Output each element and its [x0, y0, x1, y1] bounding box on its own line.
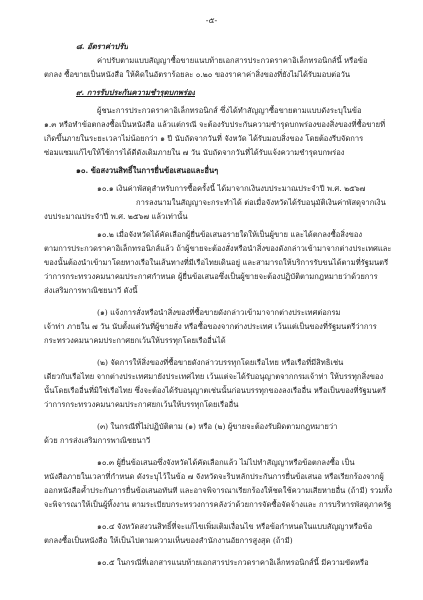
paragraph-line: ของนั้นต้องนำเข้ามาโดยทางเรือในเส้นทางที่มีเรือไทยเดินอยู่ และสามารถให้บริการรับขนได้ตามที่รัฐมนตรี: [44, 258, 389, 267]
paragraph-line: จะพิจารณาให้เป็นผู้ทิ้งงาน ตามระเบียบกระทรวงการคลังว่าด้วยการจัดซื้อจัดจ้างและ การบริหารพัสดุภาครัฐ: [44, 500, 392, 509]
section-heading-penalty: ๘. อัตราค่าปรับ: [76, 42, 129, 51]
paragraph-line: ว่าการกระทรวงคมนาคมประกาศยกเว้นให้บรรทุกโดยเรืออื่น: [44, 400, 239, 409]
paragraph-line: (๓) ในกรณีที่ไม่ปฏิบัติตาม (๑) หรือ (๒) ผู้ขายจะต้องรับผิดตามกฎหมายว่า: [97, 422, 338, 431]
paragraph-line: ๑๐.๓ ผู้ยื่นข้อเสนอซึ่งจังหวัดได้คัดเลือกแล้ว ไม่ไปทำสัญญาหรือข้อตกลงซื้อ เป็น: [97, 458, 355, 467]
paragraph-line: งบประมาณประจำปี พ.ศ. ๒๕๖๗ แล้วเท่านั้น: [44, 212, 188, 221]
paragraph-line: ตกลงซื้อเป็นหนังสือ ให้เป็นไปตามความเห็นของสำนักงานอัยการสูงสุด (ถ้ามี): [44, 536, 293, 545]
paragraph-line: ๑.๓ หรือทำข้อตกลงซื้อเป็นหนังสือ แล้วแต่กรณี จะต้องรับประกันความชำรุดบกพร่องของสิ่งของที่ซื้อขายที่: [44, 120, 386, 129]
paragraph-line: นั้นโดยเรืออื่นที่มิใช่เรือไทย ซึ่งจะต้องได้รับอนุญาตเช่นนั้นก่อนบรรทุกของลงเรืออื่น หรือเป็นของที่รัฐมนตรี: [44, 386, 386, 395]
paragraph-line: ซ่อมแซมแก้ไขให้ใช้การได้ดีดังเดิมภายใน ๗ วัน นับถัดจากวันที่ได้รับแจ้งความชำรุดบกพร่อง: [44, 148, 345, 157]
paragraph-line: เกิดขึ้นภายในระยะเวลาไม่น้อยกว่า ๑ ปี นับถัดจากวันที่ จังหวัด ได้รับมอบสิ่งของ โดยต้องรีบจัดการ: [44, 134, 364, 143]
section-heading-reservation-of-rights: ๑๐. ข้อสงวนสิทธิ์ในการยื่นข้อเสนอและอื่นๆ: [76, 166, 219, 175]
paragraph-line: ตามการประกวดราคาอิเล็กทรอนิกส์แล้ว ถ้าผู้ขายจะต้องสั่งหรือนำสิ่งของดังกล่าวเข้ามาจากต่างประเทศและ: [44, 244, 392, 253]
paragraph-line: ด้วย การส่งเสริมการพาณิชยนาวี: [44, 436, 151, 445]
paragraph-line: ผู้ชนะการประกวดราคาอิเล็กทรอนิกส์ ซึ่งได้ทำสัญญาซื้อขายตามแบบดังระบุในข้อ: [97, 106, 362, 115]
paragraph-line: ๑๐.๔ จังหวัดสงวนสิทธิ์ที่จะแก้ไขเพิ่มเติมเงื่อนไข หรือข้อกำหนดในแบบสัญญาหรือข้อ: [97, 522, 373, 531]
section-heading-warranty: ๙. การรับประกันความชำรุดบกพร่อง: [76, 88, 196, 97]
paragraph-line: ตกลง ซื้อขายเป็นหนังสือ ให้คิดในอัตราร้อยละ ๐.๒๐ ของราคาค่าสิ่งของที่ยังไม่ได้รับมอบต่อวัน: [44, 70, 351, 79]
paragraph-line: ว่าการกระทรวงคมนาคมประกาศกำหนด ผู้ยื่นข้อเสนอซึ่งเป็นผู้ขายจะต้องปฏิบัติตามกฎหมายว่าด้วยการ: [44, 272, 378, 281]
paragraph-line: (๑) แจ้งการสั่งหรือนำสิ่งของที่ซื้อขายดังกล่าวเข้ามาจากต่างประเทศต่อกรม: [97, 308, 341, 317]
paragraph-line: หนังสือภายในเวลาที่กำหนด ดังระบุไว้ในข้อ ๗ จังหวัดจะริบหลักประกันการยื่นข้อเสนอ หรือเรียกร้องจากผู้: [44, 472, 384, 481]
paragraph-line: เจ้าท่า ภายใน ๗ วัน นับตั้งแต่วันที่ผู้ขายสั่ง หรือซื้อของจากต่างประเทศ เว้นแต่เป็นของที่รัฐมนตรีว่าการ: [44, 322, 377, 331]
paragraph-line: ค่าปรับตามแบบสัญญาซื้อขายแนบท้ายเอกสารประกวดราคาอิเล็กทรอนิกส์นี้ หรือข้อ: [97, 56, 368, 65]
paragraph-line: การลงนามในสัญญาจะกระทำได้ ต่อเมื่อจังหวัดได้รับอนุมัติเงินค่าพัสดุจากเงิน: [136, 198, 386, 207]
paragraph-line: ออกหนังสือค้ำประกันการยื่นข้อเสนอทันที และอาจพิจารณาเรียกร้องให้ชดใช้ความเสียหายอื่น (ถ้ามี) รวมทั้ง: [44, 486, 393, 495]
paragraph-line: ส่งเสริมการพาณิชยนาวี ดังนี้: [44, 286, 138, 295]
paragraph-line: กระทรวงคมนาคมประกาศยกเว้นให้บรรทุกโดยเรืออื่นได้: [44, 336, 226, 345]
paragraph-line: ๑๐.๕ ในกรณีที่เอกสารแนบท้ายเอกสารประกวดราคาอิเล็กทรอนิกส์นี้ มีความขัดหรือ: [97, 558, 369, 567]
paragraph-line: (๒) จัดการให้สิ่งของที่ซื้อขายดังกล่าวบรรทุกโดยเรือไทย หรือเรือที่มีสิทธิเช่น: [97, 358, 344, 367]
paragraph-line: เดียวกับเรือไทย จากต่างประเทศมายังประเทศไทย เว้นแต่จะได้รับอนุญาตจากกรมเจ้าท่า ให้บรรทุกสิ่งของ: [44, 372, 384, 381]
page-number: -๕-: [205, 16, 218, 25]
paragraph-line: ๑๐.๑ เงินค่าพัสดุสำหรับการซื้อครั้งนี้ ได้มาจากเงินงบประมาณประจำปี พ.ศ. ๒๕๖๗: [97, 184, 366, 193]
paragraph-line: ๑๐.๒ เมื่อจังหวัดได้คัดเลือกผู้ยื่นข้อเสนอรายใดให้เป็นผู้ขาย และได้ตกลงซื้อสิ่งของ: [97, 230, 363, 239]
